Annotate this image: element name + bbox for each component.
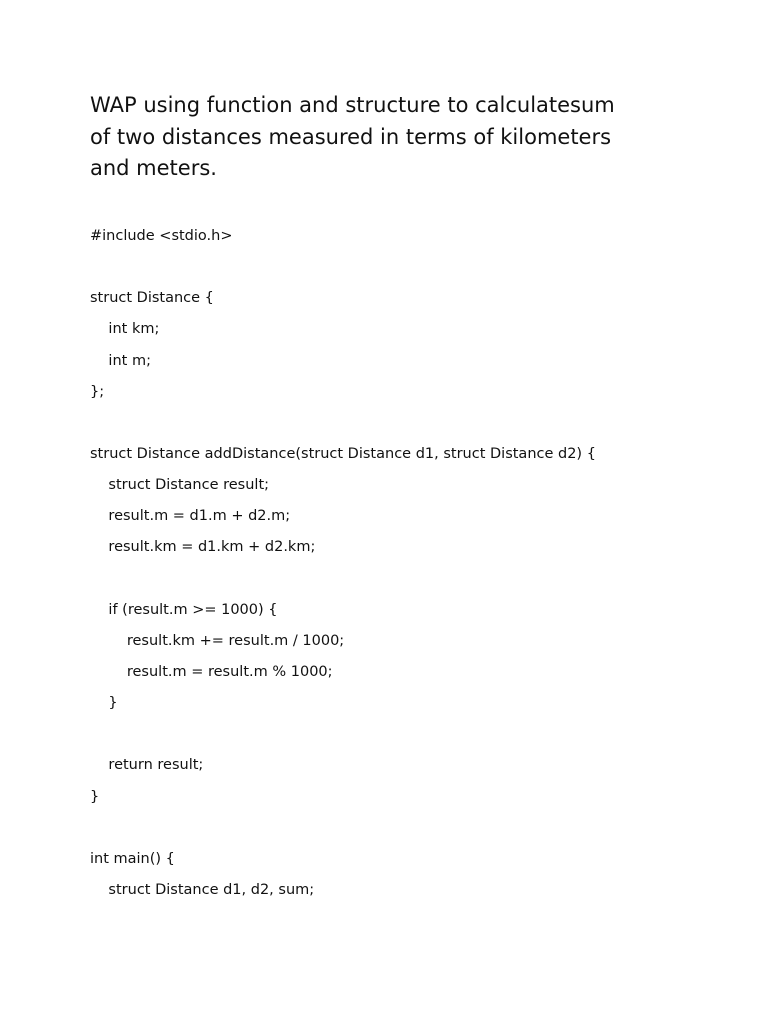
- title-line: WAP using function and structure to calculatesum: [90, 93, 615, 117]
- code-line: }: [90, 695, 118, 712]
- document-title: [90, 90, 690, 185]
- title-line: and meters.: [90, 156, 217, 180]
- code-line: int main() {: [90, 850, 175, 867]
- code-line: result.km = d1.km + d2.km;: [90, 539, 316, 556]
- code-line: result.m = result.m % 1000;: [90, 663, 333, 680]
- code-line: struct Distance {: [90, 290, 214, 307]
- code-line: struct Distance d1, d2, sum;: [90, 881, 315, 898]
- code-line: [90, 813, 596, 844]
- code-line: [90, 408, 596, 439]
- code-line: [90, 564, 596, 595]
- code-line: result.m = d1.m + d2.m;: [90, 508, 291, 525]
- code-line: [90, 252, 596, 283]
- code-line: struct Distance addDistance(struct Distance d1, struct Distance d2) {: [90, 445, 596, 462]
- code-line: result.km += result.m / 1000;: [90, 632, 345, 649]
- code-block: [90, 221, 596, 906]
- code-line: return result;: [90, 757, 204, 774]
- code-line: struct Distance result;: [90, 477, 270, 494]
- code-line: if (result.m >= 1000) {: [90, 601, 278, 618]
- title-line: of two distances measured in terms of kilometers: [90, 124, 612, 149]
- code-line: #include <stdio.h>: [90, 228, 233, 244]
- code-line: }: [90, 788, 100, 805]
- code-line: int m;: [90, 352, 151, 369]
- code-line: int km;: [90, 321, 160, 338]
- code-line: [90, 719, 596, 750]
- code-line: };: [90, 383, 105, 400]
